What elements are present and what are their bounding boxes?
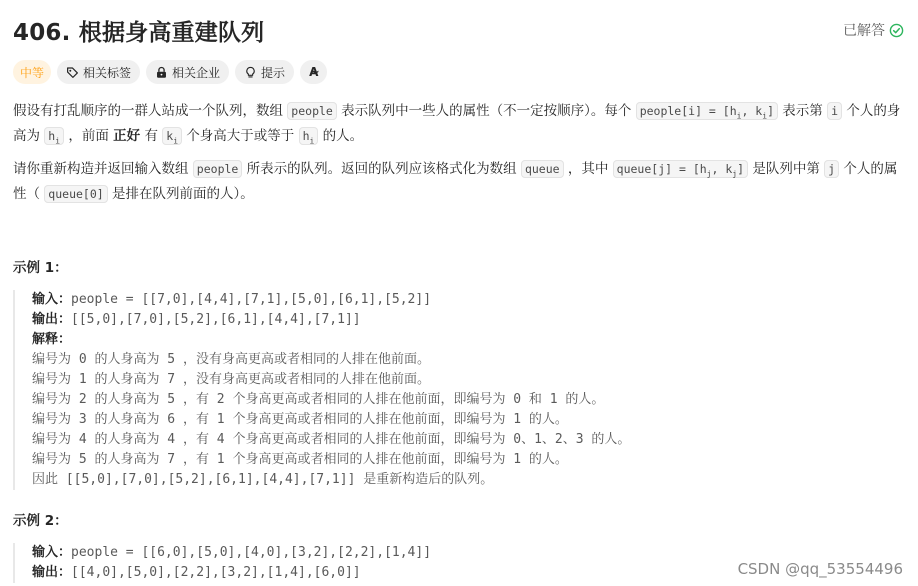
- inline-code: $h_i$: [299, 127, 319, 145]
- example-2-heading: 示例 2：: [13, 513, 68, 529]
- tag-bar: [13, 60, 327, 84]
- example-2-output: 输出：[[4,0],[5,0],[2,2],[3,2],[1,4],[6,0]]: [32, 565, 361, 580]
- lightbulb-icon: [244, 66, 257, 79]
- related-tags-button[interactable]: [57, 60, 140, 84]
- inline-code: people[i] = [$h_i$, $k_i$]: [636, 102, 778, 120]
- hint-label: 提示: [261, 65, 286, 80]
- example-1-explain-label: 解释：: [32, 332, 72, 347]
- example-1-input: 输入：people = [[7,0],[4,4],[7,1],[5,0],[6,1],[5,2]]: [32, 292, 432, 307]
- watermark: CSDN @qq_53554496: [737, 560, 903, 578]
- description-paragraph-1: 假设有打乱顺序的一群人站成一个队列，数组 people 表示队列中一些人的属性（不一定按顺序）。每个 people[i] = [$h_i$, $k_i$] 表示第 i 个人的身高为 $h_i$ ，前面 正好 有 $k_i$ 个身高大于或等于 $h_i$ 的人。: [13, 103, 901, 146]
- difficulty-badge: [13, 60, 51, 84]
- explain-line: 编号为 0 的人身高为 5 ，没有身高更高或者相同的人排在他前面。: [32, 352, 430, 367]
- hint-button[interactable]: [235, 60, 294, 84]
- inline-code: i: [827, 102, 842, 120]
- inline-code: j: [824, 160, 839, 178]
- check-circle-icon: [889, 23, 904, 38]
- inline-code: queue: [521, 160, 564, 178]
- explain-line: 编号为 2 的人身高为 5 ，有 2 个身高更高或者相同的人排在他前面，即编号为 0 和 1 的人。: [32, 392, 605, 407]
- example-2-input: 输入：people = [[6,0],[5,0],[4,0],[3,2],[2,2],[1,4]]: [32, 545, 432, 560]
- explain-line: 编号为 1 的人身高为 7 ，没有身高更高或者相同的人排在他前面。: [32, 372, 430, 387]
- lock-icon: [155, 66, 168, 79]
- solved-status: [843, 20, 904, 40]
- example-1-block: [13, 290, 893, 490]
- problem-title: 406. 根据身高重建队列: [13, 20, 265, 46]
- related-tags-label: 相关标签: [83, 65, 132, 80]
- difficulty-label: 中等: [20, 65, 45, 80]
- inline-code: people: [193, 160, 243, 178]
- example-1-output: 输出：[[5,0],[7,0],[5,2],[6,1],[4,4],[7,1]]: [32, 312, 361, 327]
- explain-line: 编号为 3 的人身高为 6 ，有 1 个身高更高或者相同的人排在他前面，即编号为 1 的人。: [32, 412, 568, 427]
- solved-label: 已解答: [843, 23, 885, 39]
- inline-code: people: [287, 102, 337, 120]
- description-paragraph-2: 请你重新构造并返回输入数组 people 所表示的队列。返回的队列应该格式化为数组 queue ，其中 queue[j] = [$h_j$, $k_j$] 是队列中第 j 个人的属性（ queue[0] 是排在队列前面的人）。: [13, 161, 898, 203]
- inline-code: queue[j] = [$h_j$, $k_j$]: [613, 160, 748, 178]
- example-1-heading: 示例 1：: [13, 260, 68, 276]
- inline-code: queue[0]: [44, 185, 107, 203]
- inline-code: $h_i$: [44, 127, 64, 145]
- explain-line: 因此 [[5,0],[7,0],[5,2],[6,1],[4,4],[7,1]] 是重新构造后的队列。: [32, 472, 494, 487]
- explain-line: 编号为 5 的人身高为 7 ，有 1 个身高更高或者相同的人排在他前面，即编号为 1 的人。: [32, 452, 568, 467]
- tag-icon: [66, 66, 79, 79]
- translate-icon: A̴: [309, 65, 319, 79]
- related-companies-label: 相关企业: [172, 65, 221, 80]
- translate-toggle-button[interactable]: [300, 60, 327, 84]
- explain-line: 编号为 4 的人身高为 4 ，有 4 个身高更高或者相同的人排在他前面，即编号为 0、1、2、3 的人。: [32, 432, 631, 447]
- related-companies-button[interactable]: [146, 60, 229, 84]
- inline-code: $k_i$: [162, 127, 182, 145]
